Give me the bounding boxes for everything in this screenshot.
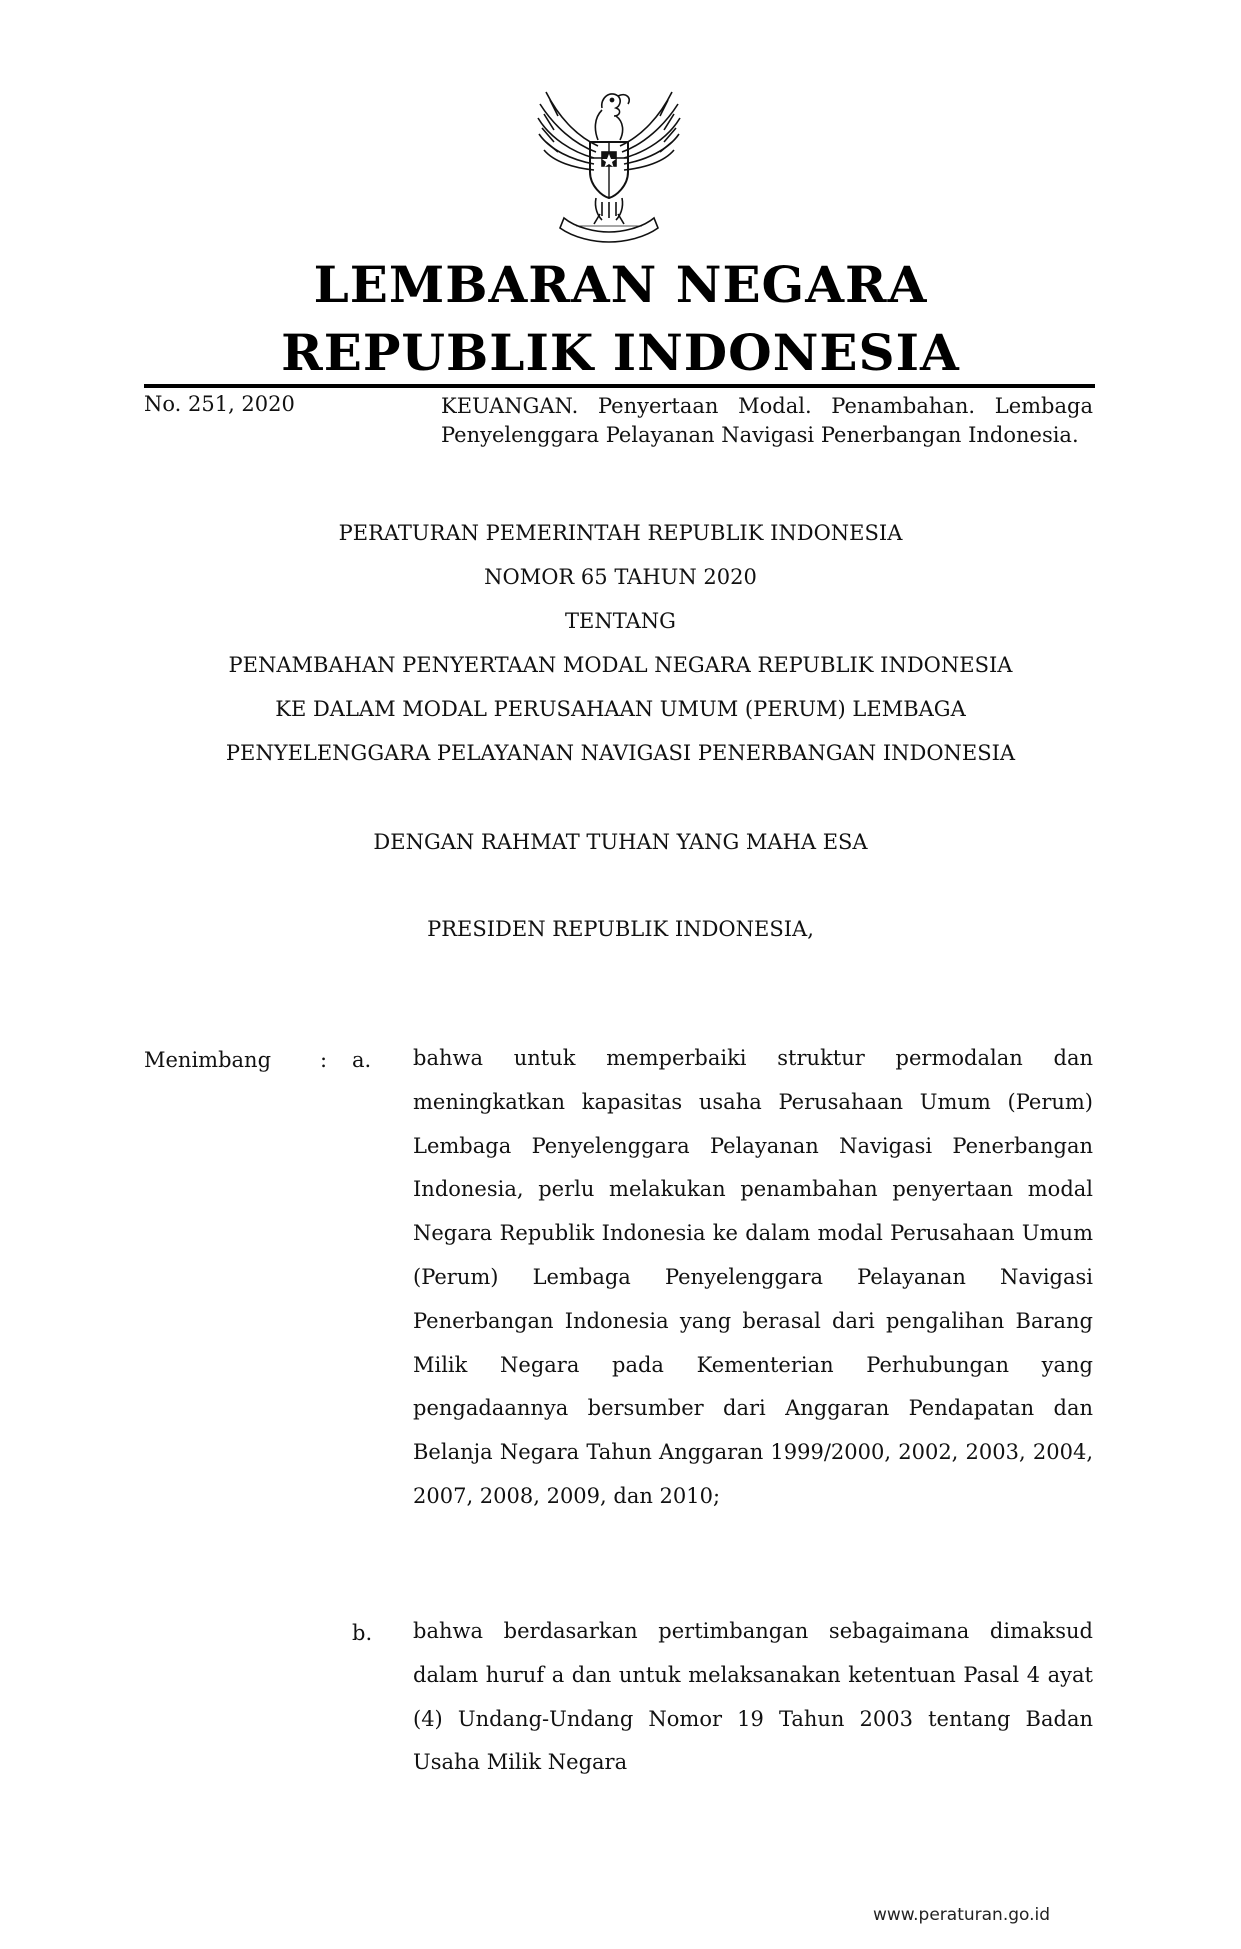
regulation-title-line-1: PERATURAN PEMERINTAH REPUBLIK INDONESIA [338,521,903,545]
regulation-about: TENTANG [565,609,676,633]
regulation-subject-line-3: PENYELENGGARA PELAYANAN NAVIGASI PENERBANGAN INDONESIA [225,741,1016,765]
header-rule [144,384,1095,388]
regulation-subject-line-1: PENAMBAHAN PENYERTAAN MODAL NEGARA REPUBLIK INDONESIA [228,653,1013,677]
gazette-number: No. 251, 2020 [144,392,295,416]
footer-website: www.peraturan.go.id [873,1905,1051,1925]
consideration-text-a: bahwa untuk memperbaiki struktur permodalan dan meningkatkan kapasitas usaha Perusahaan Umum (Perum) Lembaga Penyelenggara Pelayanan Navigasi Penerbangan Indonesia, perlu melakukan penambahan penyertaan modal Negara Republik Indonesia ke dalam modal Perusahaan Umum (Perum) Lembaga Penyelenggara Pelayanan Navigasi Penerbangan Indonesia yang berasal dari pengalihan Barang Milik Negara pada Kementerian Perhubungan yang pengadaannya bersumber dari Anggaran Pendapatan dan Belanja Negara Tahun Anggaran 1999/2000, 2002, 2003, 2004, 2007, 2008, 2009, dan 2010; [413,1046,1093,1508]
consideration-letter-a: a. [352,1048,372,1072]
regulation-number: NOMOR 65 TAHUN 2020 [484,565,757,589]
title-line-2: REPUBLIK INDONESIA [281,323,960,382]
considering-label: Menimbang [144,1048,272,1072]
title-line-1: LEMBARAN NEGARA [313,255,928,314]
gazette-subject: KEUANGAN. Penyertaan Modal. Penambahan. Lembaga Penyelenggara Pelayanan Navigasi Penerbangan Indonesia. [441,394,1093,447]
considering-colon: : [320,1048,328,1072]
regulation-subject-line-2: KE DALAM MODAL PERUSAHAAN UMUM (PERUM) LEMBAGA [275,697,966,721]
consideration-text-b: bahwa berdasarkan pertimbangan sebagaimana dimaksud dalam huruf a dan untuk melaksanakan ketentuan Pasal 4 ayat (4) Undang-Undang Nomor 19 Tahun 2003 tentang Badan Usaha Milik Negara [413,1619,1093,1775]
garuda-emblem [536,86,682,244]
blessing-line: DENGAN RAHMAT TUHAN YANG MAHA ESA [373,830,868,854]
consideration-letter-b: b. [352,1621,373,1645]
president-line: PRESIDEN REPUBLIK INDONESIA, [427,917,814,941]
